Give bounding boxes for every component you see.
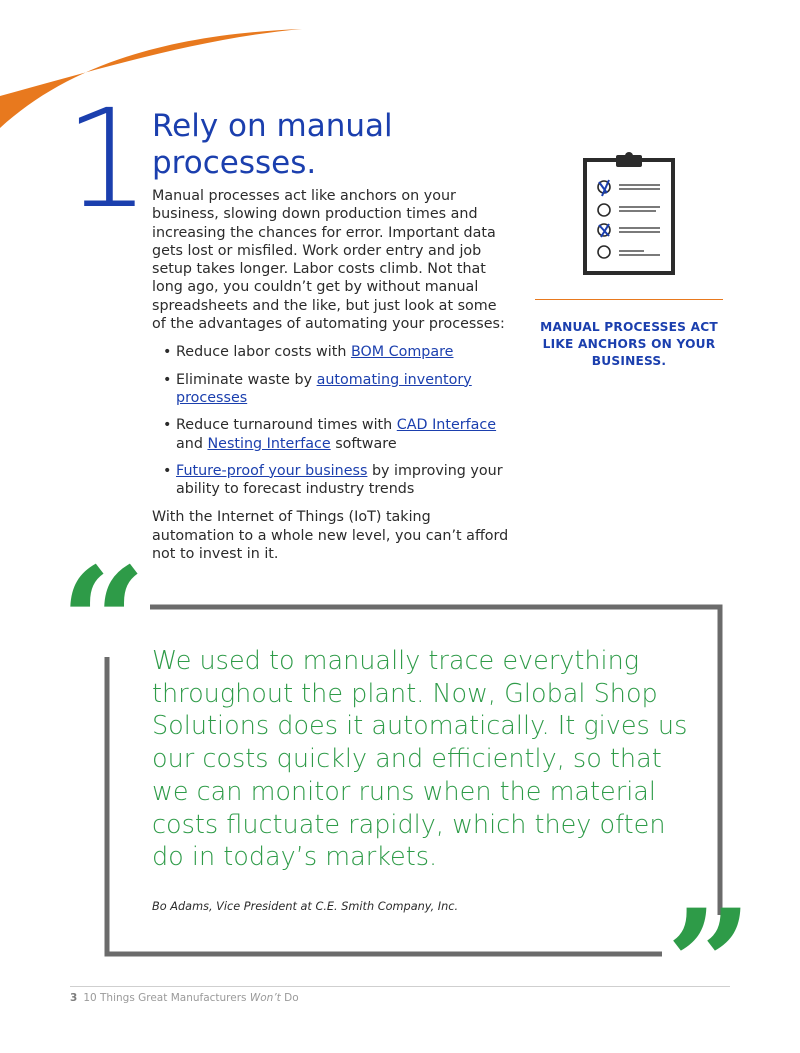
intro-paragraph: Manual processes act like anchors on your business, slowing down production times and increasing the chances for error. Important data gets lost or misfiled. Work order entry and job setup takes longer. Labor costs climb. Not that long ago, you couldn’t get by without manual spreadsheets and the like, but just look at some of the advantages of automating your processes:: [152, 188, 505, 333]
cad-interface-link[interactable]: CAD Interface: [396, 417, 497, 434]
page-footer: [70, 992, 299, 1004]
footer-title-end: Do: [280, 992, 299, 1004]
testimonial-quote: We used to manually trace everything throughout the plant. Now, Global Shop Solutions does it automatically. It gives us our costs quickly and efficiently, so that we can monitor runs when the material costs fluctuate rapidly, which they often do in today’s markets.: [152, 646, 688, 873]
list-item: • Eliminate waste by automating inventory processes: [176, 371, 512, 408]
footer-title-emphasis: Won’t: [249, 992, 281, 1004]
quote-attribution: Bo Adams, Vice President at C.E. Smith Company, Inc.: [152, 900, 459, 913]
nesting-interface-link[interactable]: Nesting Interface: [207, 435, 331, 452]
open-quote-mark: “: [60, 535, 147, 711]
closing-paragraph: With the Internet of Things (IoT) taking automation to a whole new level, you can’t afford not to invest in it.: [152, 509, 509, 563]
section-heading: Rely on manual processes.: [152, 108, 393, 181]
page-number: 3: [70, 992, 78, 1004]
footer-title: 10 Things Great Manufacturers: [83, 992, 250, 1004]
close-quote-mark: ”: [666, 877, 753, 1053]
list-item: • Reduce labor costs with BOM Compare: [176, 343, 512, 361]
automating-inventory-link[interactable]: automating inventory processes: [176, 371, 472, 406]
footer-divider: [70, 986, 730, 987]
callout-text: MANUAL PROCESSES ACT LIKE ANCHORS ON YOUR BUSINESS.: [540, 320, 718, 368]
section-number: 1: [64, 81, 151, 239]
future-proof-link[interactable]: Future-proof your business: [176, 462, 368, 479]
list-item: • Future-proof your business by improving your ability to forecast industry trends: [176, 462, 512, 499]
list-item: • Reduce turnaround times with CAD Interface and Nesting Interface software: [176, 416, 512, 453]
bom-compare-link[interactable]: BOM Compare: [350, 344, 454, 361]
